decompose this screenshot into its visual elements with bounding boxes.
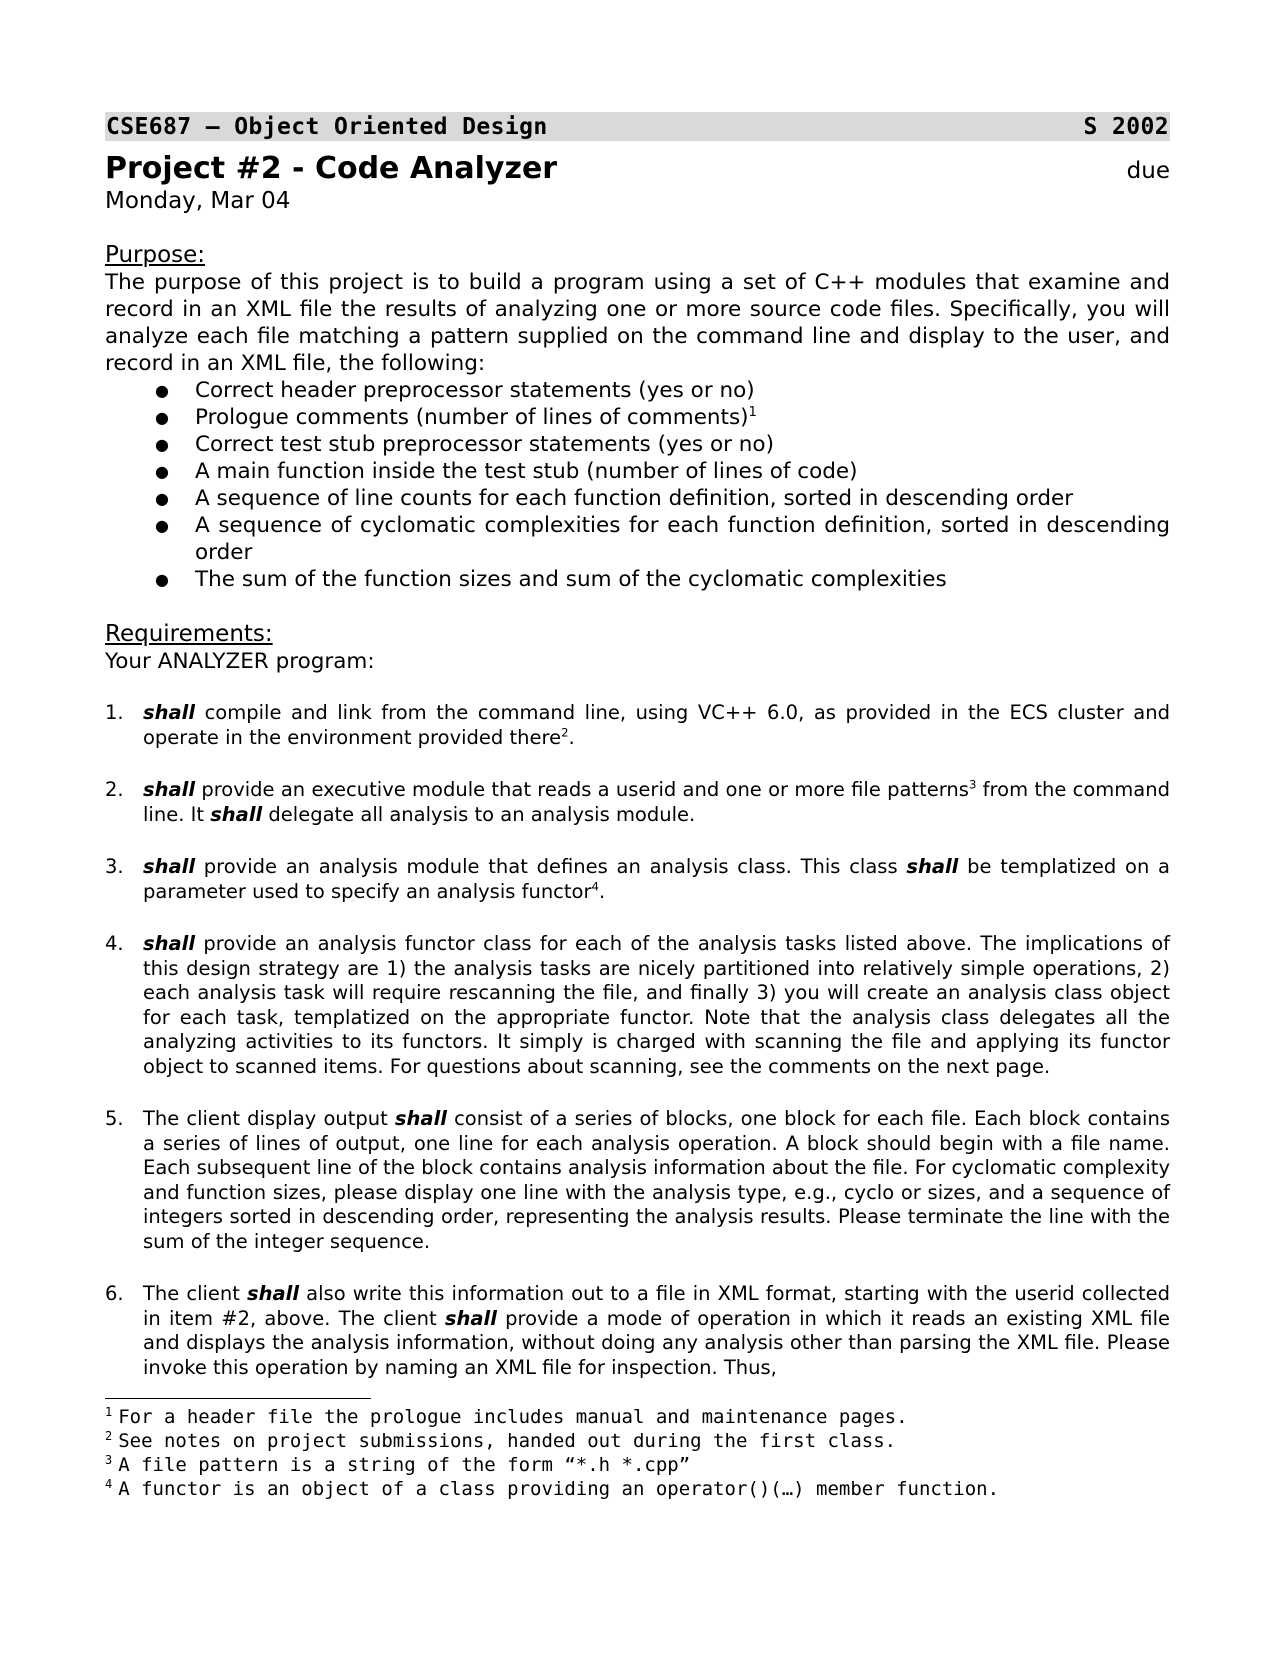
footnote: $^4$ A functor is an object of a class providing an operator()(…) member function.: [105, 1476, 1000, 1500]
footnote-divider: [105, 1398, 371, 1399]
term: S 2002: [1083, 113, 1169, 140]
list-item: ● A sequence of cyclomatic complexities for each function definition, sorted in descending order: [155, 513, 1170, 565]
bullet-icon: ●: [155, 516, 169, 535]
footnote: $^2$ See notes on project submissions, handed out during the first class.: [105, 1428, 897, 1452]
analysis-list: [105, 377, 1170, 593]
list-item: ● Correct header preprocessor statements (yes or no): [155, 378, 755, 403]
requirement-item: 3. shall provide an analysis module that defines an analysis class. This class shall be templatized on a parameter used to specify an analysis functor$^4$.: [105, 855, 1170, 903]
requirements-intro: Your ANALYZER program:: [105, 649, 375, 674]
purpose-heading: Purpose:: [105, 242, 206, 268]
footnote: $^1$ For a header file the prologue includes manual and maintenance pages.: [105, 1404, 908, 1428]
bullet-icon: ●: [155, 381, 169, 400]
list-item: ● The sum of the function sizes and sum of the cyclomatic complexities: [155, 567, 947, 592]
list-item: ● A main function inside the test stub (number of lines of code): [155, 459, 858, 484]
due-label: due: [1126, 158, 1170, 184]
requirements-heading: Requirements:: [105, 621, 273, 647]
footnote-ref: 2: [561, 725, 569, 739]
list-item: ● Correct test stub preprocessor statements (yes or no): [155, 432, 774, 457]
bullet-icon: ●: [155, 408, 169, 427]
requirement-item: 6. The client shall also write this information out to a file in XML format, starting with the userid collected in item #2, above. The client shall provide a mode of operation in which it reads an existing XML file and displays the analysis information, without doing any analysis other than parsing the XML file. Please invoke this operation by naming an XML file for inspection. Thus,: [105, 1282, 1170, 1379]
footnote-ref: 3: [968, 777, 977, 792]
course-name: CSE687 – Object Oriented Design: [106, 113, 548, 140]
list-item: ● A sequence of line counts for each function definition, sorted in descending order: [155, 486, 1074, 511]
course-header-bar: [105, 112, 1170, 141]
requirement-item: 1. shall compile and link from the command line, using VC++ 6.0, as provided in the ECS cluster and operate in the environment provided there$^2$.: [105, 701, 1170, 749]
list-item: ● Prologue comments (number of lines of comments)$^1$: [155, 404, 757, 430]
purpose-text: The purpose of this project is to build a program using a set of C++ modules that examine and record in an XML file the results of analyzing one or more source code files. Specifically, you will analyze each file matching a pattern supplied on the command line and display to the user, and record in an XML file, the following:: [105, 270, 1170, 376]
bullet-icon: ●: [155, 462, 169, 481]
requirement-item: 5. The client display output shall consist of a series of blocks, one block for each file. Each block contains a series of lines of output, one line for each analysis operation. A block should begin with a file name. Each subsequent line of the block contains analysis information about the file. For cyclomatic complexity and function sizes, please display one line with the analysis type, e.g., cyclo or sizes, and a sequence of integers sorted in descending order, representing the analysis results. Please terminate the line with the sum of the integer sequence.: [105, 1107, 1170, 1253]
page-title: Project #2 - Code Analyzer: [105, 151, 558, 186]
due-date: Monday, Mar 04: [105, 188, 291, 214]
requirement-item: 4. shall provide an analysis functor class for each of the analysis tasks listed above. The implications of this design strategy are 1) the analysis tasks are nicely partitioned into relatively simple operations, 2) each analysis task will require rescanning the file, and finally 3) you will create an analysis class object for each task, templatized on the appropriate functor. Note that the analysis class delegates all the analyzing activities to its functors. It simply is charged with scanning the file and applying its functor object to scanned items. For questions about scanning, see the comments on the next page.: [105, 932, 1170, 1078]
bullet-icon: ●: [155, 435, 169, 454]
footnotes: [105, 1405, 1170, 1501]
bullet-icon: ●: [155, 489, 169, 508]
document-page: [105, 112, 1170, 1501]
footnote: $^3$ A file pattern is a string of the form “*.h *.cpp”: [105, 1452, 691, 1476]
bullet-icon: ●: [155, 570, 169, 589]
title-row: [105, 151, 1170, 186]
footnote-ref: 1: [748, 404, 757, 420]
requirement-item: 2. shall provide an executive module that reads a userid and one or more file patterns$^3$ from the command line. It shall delegate all analysis to an analysis module.: [105, 777, 1170, 826]
footnote-ref: 4: [591, 879, 599, 893]
requirements-list: [105, 701, 1170, 1380]
